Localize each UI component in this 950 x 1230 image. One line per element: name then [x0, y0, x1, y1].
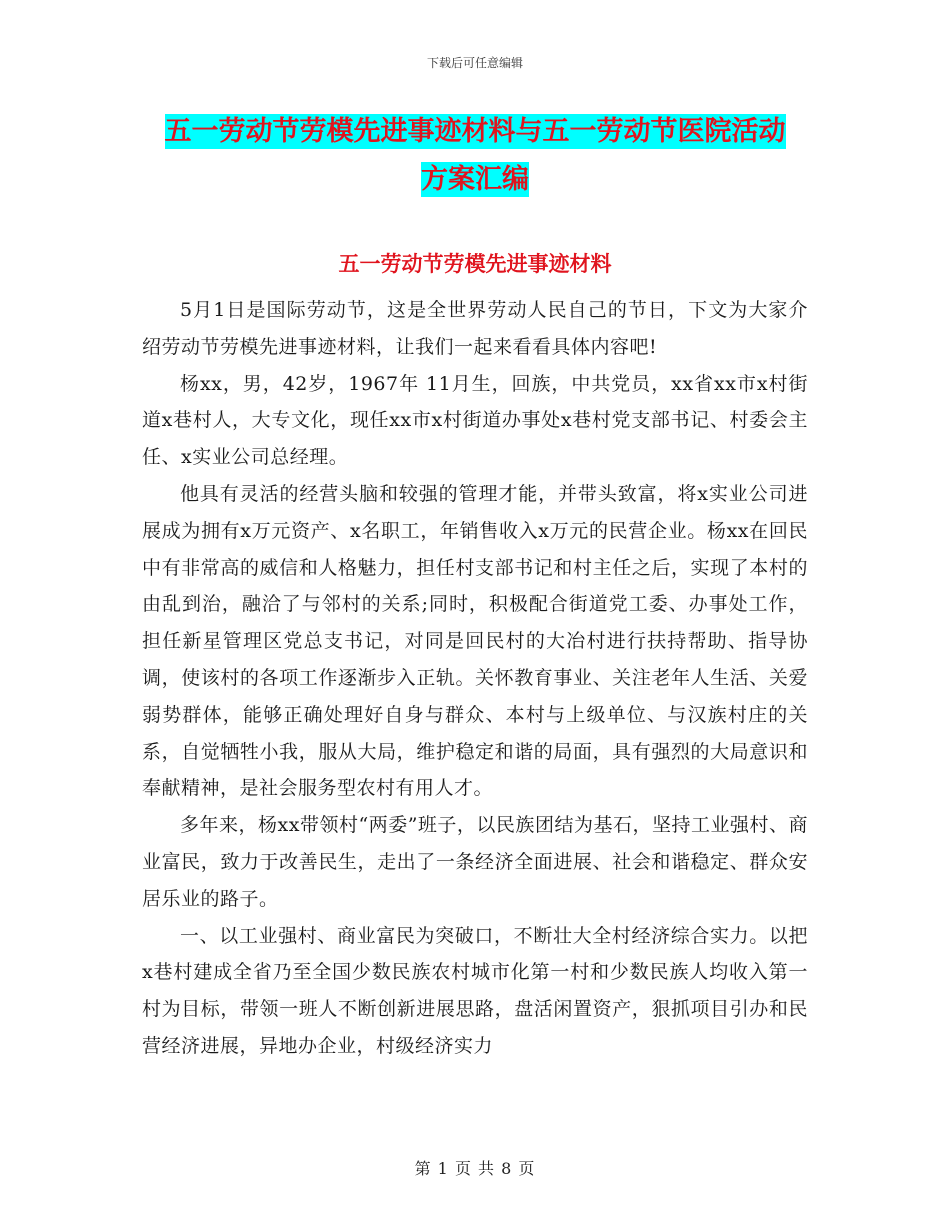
- title-line-1: 五一劳动节劳模先进事迹材料与五一劳动节医院活动: [164, 116, 786, 147]
- page-footer: 第 1 页 共 8 页: [414, 1159, 536, 1178]
- section-title: 五一劳动节劳模先进事迹材料: [338, 252, 612, 276]
- title-line-2: 方案汇编: [421, 164, 529, 195]
- paragraph: 5月1日是国际劳动节，这是全世界劳动人民自己的节日，下文为大家介绍劳动节劳模先进事迹材料，让我们一起来看看具体内容吧!: [142, 299, 808, 358]
- document-title: [140, 108, 810, 204]
- paragraph: 多年来，杨xx带领村“两委”班子，以民族团结为基石，坚持工业强村、商业富民，致力于改善民生，走出了一条经济全面进展、社会和谐稳定、群众安居乐业的路子。: [142, 814, 808, 910]
- body-text: [142, 292, 808, 1065]
- header-note: 下载后可任意编辑: [426, 56, 523, 70]
- paragraph: 他具有灵活的经营头脑和较强的管理才能，并带头致富，将x实业公司进展成为拥有x万元资产、x名职工，年销售收入x万元的民营企业。杨xx在回民中有非常高的威信和人格魅力，担任村支部书记和村主任之后，实现了本村的由乱到治，融洽了与邻村的关系;同时，积极配合街道党工委、办事处工作，担任新星管理区党总支书记，对同是回民村的大冶村进行扶持帮助、指导协调，使该村的各项工作逐渐步入正轨。关怀教育事业、关注老年人生活、关爱弱势群体，能够正确处理好自身与群众、本村与上级单位、与汉族村庄的关系，自觉牺牲小我，服从大局，维护稳定和谐的局面，具有强烈的大局意识和奉献精神，是社会服务型农村有用人才。: [142, 482, 808, 800]
- paragraph: 一、以工业强村、商业富民为突破口，不断壮大全村经济综合实力。以把x巷村建成全省乃至全国少数民族农村城市化第一村和少数民族人均收入第一村为目标，带领一班人不断创新进展思路，盘活闲置资产，狠抓项目引办和民营经济进展，异地办企业，村级经济实力: [142, 924, 808, 1057]
- paragraph: 杨xx，男，42岁，1967年 11月生，回族，中共党员，xx省xx市x村街道x巷村人，大专文化，现任xx市x村街道办事处x巷村党支部书记、村委会主任、x实业公司总经理。: [142, 372, 808, 469]
